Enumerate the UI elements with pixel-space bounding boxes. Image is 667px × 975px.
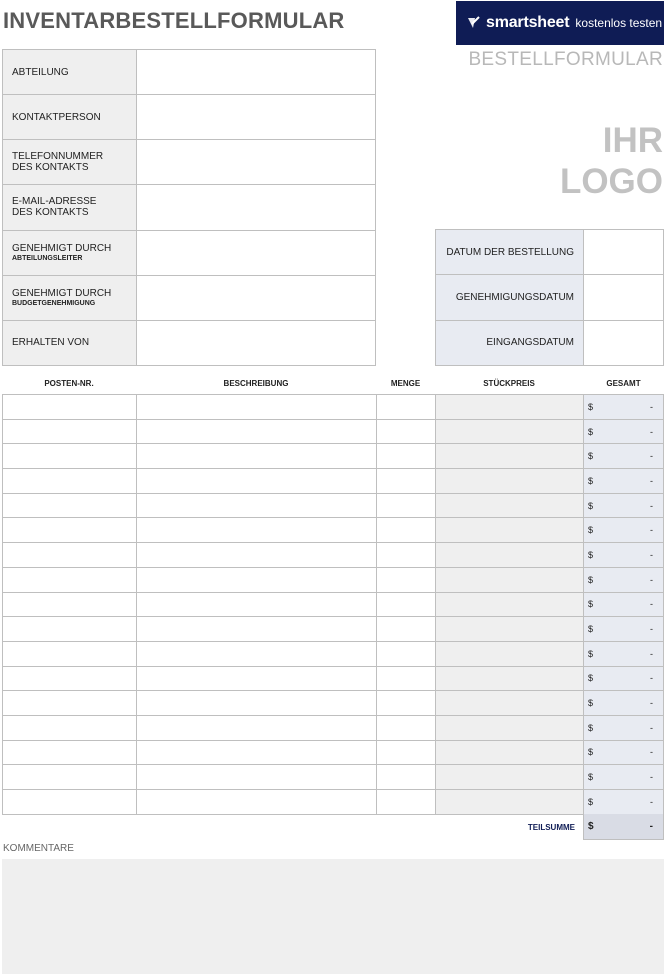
- items-table-header: [2, 372, 664, 394]
- subtotal-amount: -: [649, 821, 653, 832]
- currency-symbol: $: [588, 500, 594, 511]
- info-row-received-from: [3, 321, 376, 366]
- smartsheet-check-icon: [467, 16, 481, 30]
- quantity-cell[interactable]: [376, 790, 435, 814]
- total-amount: -: [650, 525, 653, 536]
- quantity-cell[interactable]: [376, 642, 435, 666]
- description-cell[interactable]: [136, 518, 376, 542]
- item-no-cell[interactable]: [2, 667, 136, 691]
- total-cell: [583, 469, 664, 493]
- description-cell[interactable]: [136, 593, 376, 617]
- item-no-cell[interactable]: [2, 765, 136, 789]
- table-row: [2, 617, 664, 642]
- logo-line-1: IHR: [602, 121, 663, 160]
- description-cell[interactable]: [136, 494, 376, 518]
- item-no-cell[interactable]: [2, 642, 136, 666]
- item-no-cell[interactable]: [2, 691, 136, 715]
- unit-price-cell[interactable]: [435, 395, 583, 419]
- info-label: [3, 50, 137, 94]
- quantity-cell[interactable]: [376, 716, 435, 740]
- unit-price-cell[interactable]: [435, 543, 583, 567]
- table-row: [2, 593, 664, 618]
- table-row: [2, 420, 664, 445]
- info-label-text: E-MAIL-ADRESSE DES KONTAKTS: [12, 196, 97, 219]
- form-title: INVENTARBESTELLFORMULAR: [3, 8, 345, 33]
- header-quantity: MENGE: [390, 378, 421, 388]
- item-no-cell[interactable]: [2, 469, 136, 493]
- description-cell[interactable]: [136, 716, 376, 740]
- info-row-phone: [3, 140, 376, 185]
- currency-symbol: $: [588, 624, 594, 635]
- unit-price-cell[interactable]: [435, 617, 583, 641]
- currency-symbol: $: [588, 673, 594, 684]
- total-cell: [583, 716, 664, 740]
- receipt-date-field[interactable]: [584, 321, 664, 365]
- subtotal-value: [583, 814, 664, 840]
- currency-symbol: $: [588, 451, 594, 462]
- form-subtitle: BESTELLFORMULAR: [468, 49, 663, 70]
- quantity-cell[interactable]: [376, 518, 435, 542]
- info-label: [3, 185, 137, 229]
- info-label-text: GENEHMIGT DURCH: [12, 287, 112, 299]
- quantity-cell[interactable]: [376, 741, 435, 765]
- date-row-order: [436, 230, 664, 275]
- smartsheet-banner[interactable]: [456, 1, 664, 45]
- quantity-cell[interactable]: [376, 593, 435, 617]
- quantity-cell[interactable]: [376, 667, 435, 691]
- info-row-contact-person: [3, 95, 376, 140]
- total-amount: -: [650, 574, 653, 585]
- header-total: GESAMT: [606, 378, 641, 388]
- description-cell[interactable]: [136, 469, 376, 493]
- total-amount: -: [650, 401, 653, 412]
- table-row: [2, 741, 664, 766]
- total-cell: [583, 667, 664, 691]
- currency-symbol: $: [588, 722, 594, 733]
- contact-info-table: [2, 49, 376, 366]
- total-cell: [583, 765, 664, 789]
- quantity-cell[interactable]: [376, 469, 435, 493]
- email-field[interactable]: [137, 185, 376, 229]
- quantity-cell[interactable]: [376, 444, 435, 468]
- unit-price-cell[interactable]: [435, 667, 583, 691]
- currency-symbol: $: [588, 401, 594, 412]
- table-row: [2, 691, 664, 716]
- dates-table: [435, 229, 664, 366]
- date-row-approval: [436, 275, 664, 320]
- info-label: [3, 276, 137, 320]
- description-cell[interactable]: [136, 617, 376, 641]
- table-row: [2, 716, 664, 741]
- quantity-cell[interactable]: [376, 494, 435, 518]
- brand-cta: kostenlos testen: [575, 16, 663, 30]
- header-item-no: POSTEN-NR.: [44, 378, 94, 388]
- order-date-field[interactable]: [584, 230, 664, 274]
- total-amount: -: [650, 500, 653, 511]
- unit-price-cell[interactable]: [435, 469, 583, 493]
- quantity-cell[interactable]: [376, 568, 435, 592]
- total-amount: -: [650, 451, 653, 462]
- total-cell: [583, 518, 664, 542]
- unit-price-cell[interactable]: [435, 518, 583, 542]
- description-cell[interactable]: [136, 568, 376, 592]
- unit-price-cell[interactable]: [435, 444, 583, 468]
- header-description: BESCHREIBUNG: [223, 378, 289, 388]
- total-amount: -: [650, 772, 653, 783]
- table-row: [2, 494, 664, 519]
- currency-symbol: $: [588, 475, 594, 486]
- currency-symbol: $: [588, 426, 594, 437]
- total-amount: -: [650, 698, 653, 709]
- description-cell[interactable]: [136, 642, 376, 666]
- description-cell[interactable]: [136, 790, 376, 814]
- total-cell: [583, 790, 664, 814]
- currency-symbol: $: [588, 549, 594, 560]
- unit-price-cell[interactable]: [435, 790, 583, 814]
- total-cell: [583, 741, 664, 765]
- currency-symbol: $: [588, 747, 594, 758]
- table-row: [2, 543, 664, 568]
- comments-field[interactable]: [2, 859, 664, 974]
- total-amount: -: [650, 747, 653, 758]
- total-amount: -: [650, 796, 653, 807]
- approval-date-field[interactable]: [584, 275, 664, 319]
- date-label: DATUM DER BESTELLUNG: [436, 230, 584, 274]
- quantity-cell[interactable]: [376, 765, 435, 789]
- subtotal-row: [2, 814, 664, 840]
- table-row: [2, 667, 664, 692]
- item-no-cell[interactable]: [2, 790, 136, 814]
- item-no-cell[interactable]: [2, 617, 136, 641]
- table-row: [2, 790, 664, 815]
- total-amount: -: [650, 673, 653, 684]
- table-row: [2, 444, 664, 469]
- total-cell: [583, 642, 664, 666]
- description-cell[interactable]: [136, 691, 376, 715]
- description-cell[interactable]: [136, 765, 376, 789]
- item-no-cell[interactable]: [2, 518, 136, 542]
- item-no-cell[interactable]: [2, 593, 136, 617]
- info-label-text: GENEHMIGT DURCH: [12, 242, 112, 254]
- total-cell: [583, 420, 664, 444]
- description-cell[interactable]: [136, 444, 376, 468]
- info-label-text: KONTAKTPERSON: [12, 111, 101, 123]
- info-row-email: [3, 185, 376, 230]
- table-row: [2, 642, 664, 667]
- info-sublabel: ABTEILUNGSLEITER: [12, 254, 83, 262]
- total-cell: [583, 444, 664, 468]
- currency-symbol: $: [588, 796, 594, 807]
- total-amount: -: [650, 426, 653, 437]
- info-sublabel: BUDGETGENEHMIGUNG: [12, 299, 96, 307]
- total-amount: -: [650, 624, 653, 635]
- date-label: EINGANGSDATUM: [436, 321, 584, 365]
- quantity-cell[interactable]: [376, 543, 435, 567]
- quantity-cell[interactable]: [376, 617, 435, 641]
- unit-price-cell[interactable]: [435, 420, 583, 444]
- header-unit-price: STÜCKPREIS: [483, 378, 535, 388]
- item-no-cell[interactable]: [2, 420, 136, 444]
- description-cell[interactable]: [136, 395, 376, 419]
- currency-symbol: $: [588, 698, 594, 709]
- unit-price-cell[interactable]: [435, 691, 583, 715]
- unit-price-cell[interactable]: [435, 494, 583, 518]
- info-row-department: [3, 50, 376, 95]
- total-cell: [583, 568, 664, 592]
- logo-line-2: LOGO: [559, 162, 663, 201]
- total-cell: [583, 691, 664, 715]
- comments-label: KOMMENTARE: [3, 843, 74, 854]
- table-row: [2, 469, 664, 494]
- currency-symbol: $: [588, 772, 594, 783]
- info-label: [3, 321, 137, 365]
- contact-person-field[interactable]: [137, 95, 376, 139]
- logo-placeholder: [560, 120, 663, 202]
- info-label-text: ERHALTEN VON: [12, 337, 90, 349]
- subtotal-label: TEILSUMME: [527, 822, 575, 832]
- table-row: [2, 765, 664, 790]
- unit-price-cell[interactable]: [435, 765, 583, 789]
- currency-symbol: $: [588, 821, 594, 832]
- info-row-approved-dept: [3, 231, 376, 276]
- currency-symbol: $: [588, 525, 594, 536]
- phone-field[interactable]: [137, 140, 376, 184]
- info-label: [3, 95, 137, 139]
- item-no-cell[interactable]: [2, 543, 136, 567]
- currency-symbol: $: [588, 599, 594, 610]
- item-no-cell[interactable]: [2, 395, 136, 419]
- table-row: [2, 395, 664, 420]
- info-row-approved-budget: [3, 276, 376, 321]
- currency-symbol: $: [588, 648, 594, 659]
- info-label-text: ABTEILUNG: [12, 66, 69, 78]
- info-label: [3, 231, 137, 275]
- item-no-cell[interactable]: [2, 494, 136, 518]
- item-no-cell[interactable]: [2, 716, 136, 740]
- quantity-cell[interactable]: [376, 395, 435, 419]
- total-amount: -: [650, 549, 653, 560]
- total-cell: [583, 593, 664, 617]
- unit-price-cell[interactable]: [435, 741, 583, 765]
- currency-symbol: $: [588, 574, 594, 585]
- info-label: [3, 140, 137, 184]
- date-row-receipt: [436, 321, 664, 366]
- description-cell[interactable]: [136, 741, 376, 765]
- received-from-field[interactable]: [137, 321, 376, 365]
- quantity-cell[interactable]: [376, 420, 435, 444]
- total-cell: [583, 543, 664, 567]
- unit-price-cell[interactable]: [435, 568, 583, 592]
- items-table: [2, 394, 664, 815]
- approved-by-dept-head-field[interactable]: [137, 231, 376, 275]
- description-cell[interactable]: [136, 420, 376, 444]
- total-amount: -: [650, 722, 653, 733]
- total-amount: -: [650, 599, 653, 610]
- description-cell[interactable]: [136, 667, 376, 691]
- total-cell: [583, 494, 664, 518]
- unit-price-cell[interactable]: [435, 716, 583, 740]
- date-label: GENEHMIGUNGSDATUM: [436, 275, 584, 319]
- info-label-text: TELEFONNUMMER DES KONTAKTS: [12, 151, 104, 174]
- total-cell: [583, 617, 664, 641]
- table-row: [2, 568, 664, 593]
- brand-name: smartsheet: [486, 14, 570, 31]
- table-row: [2, 518, 664, 543]
- description-cell[interactable]: [136, 543, 376, 567]
- unit-price-cell[interactable]: [435, 593, 583, 617]
- total-amount: -: [650, 648, 653, 659]
- quantity-cell[interactable]: [376, 691, 435, 715]
- total-amount: -: [650, 475, 653, 486]
- total-cell: [583, 395, 664, 419]
- item-no-cell[interactable]: [2, 444, 136, 468]
- approved-by-budget-field[interactable]: [137, 276, 376, 320]
- department-field[interactable]: [137, 50, 376, 94]
- item-no-cell[interactable]: [2, 741, 136, 765]
- item-no-cell[interactable]: [2, 568, 136, 592]
- unit-price-cell[interactable]: [435, 642, 583, 666]
